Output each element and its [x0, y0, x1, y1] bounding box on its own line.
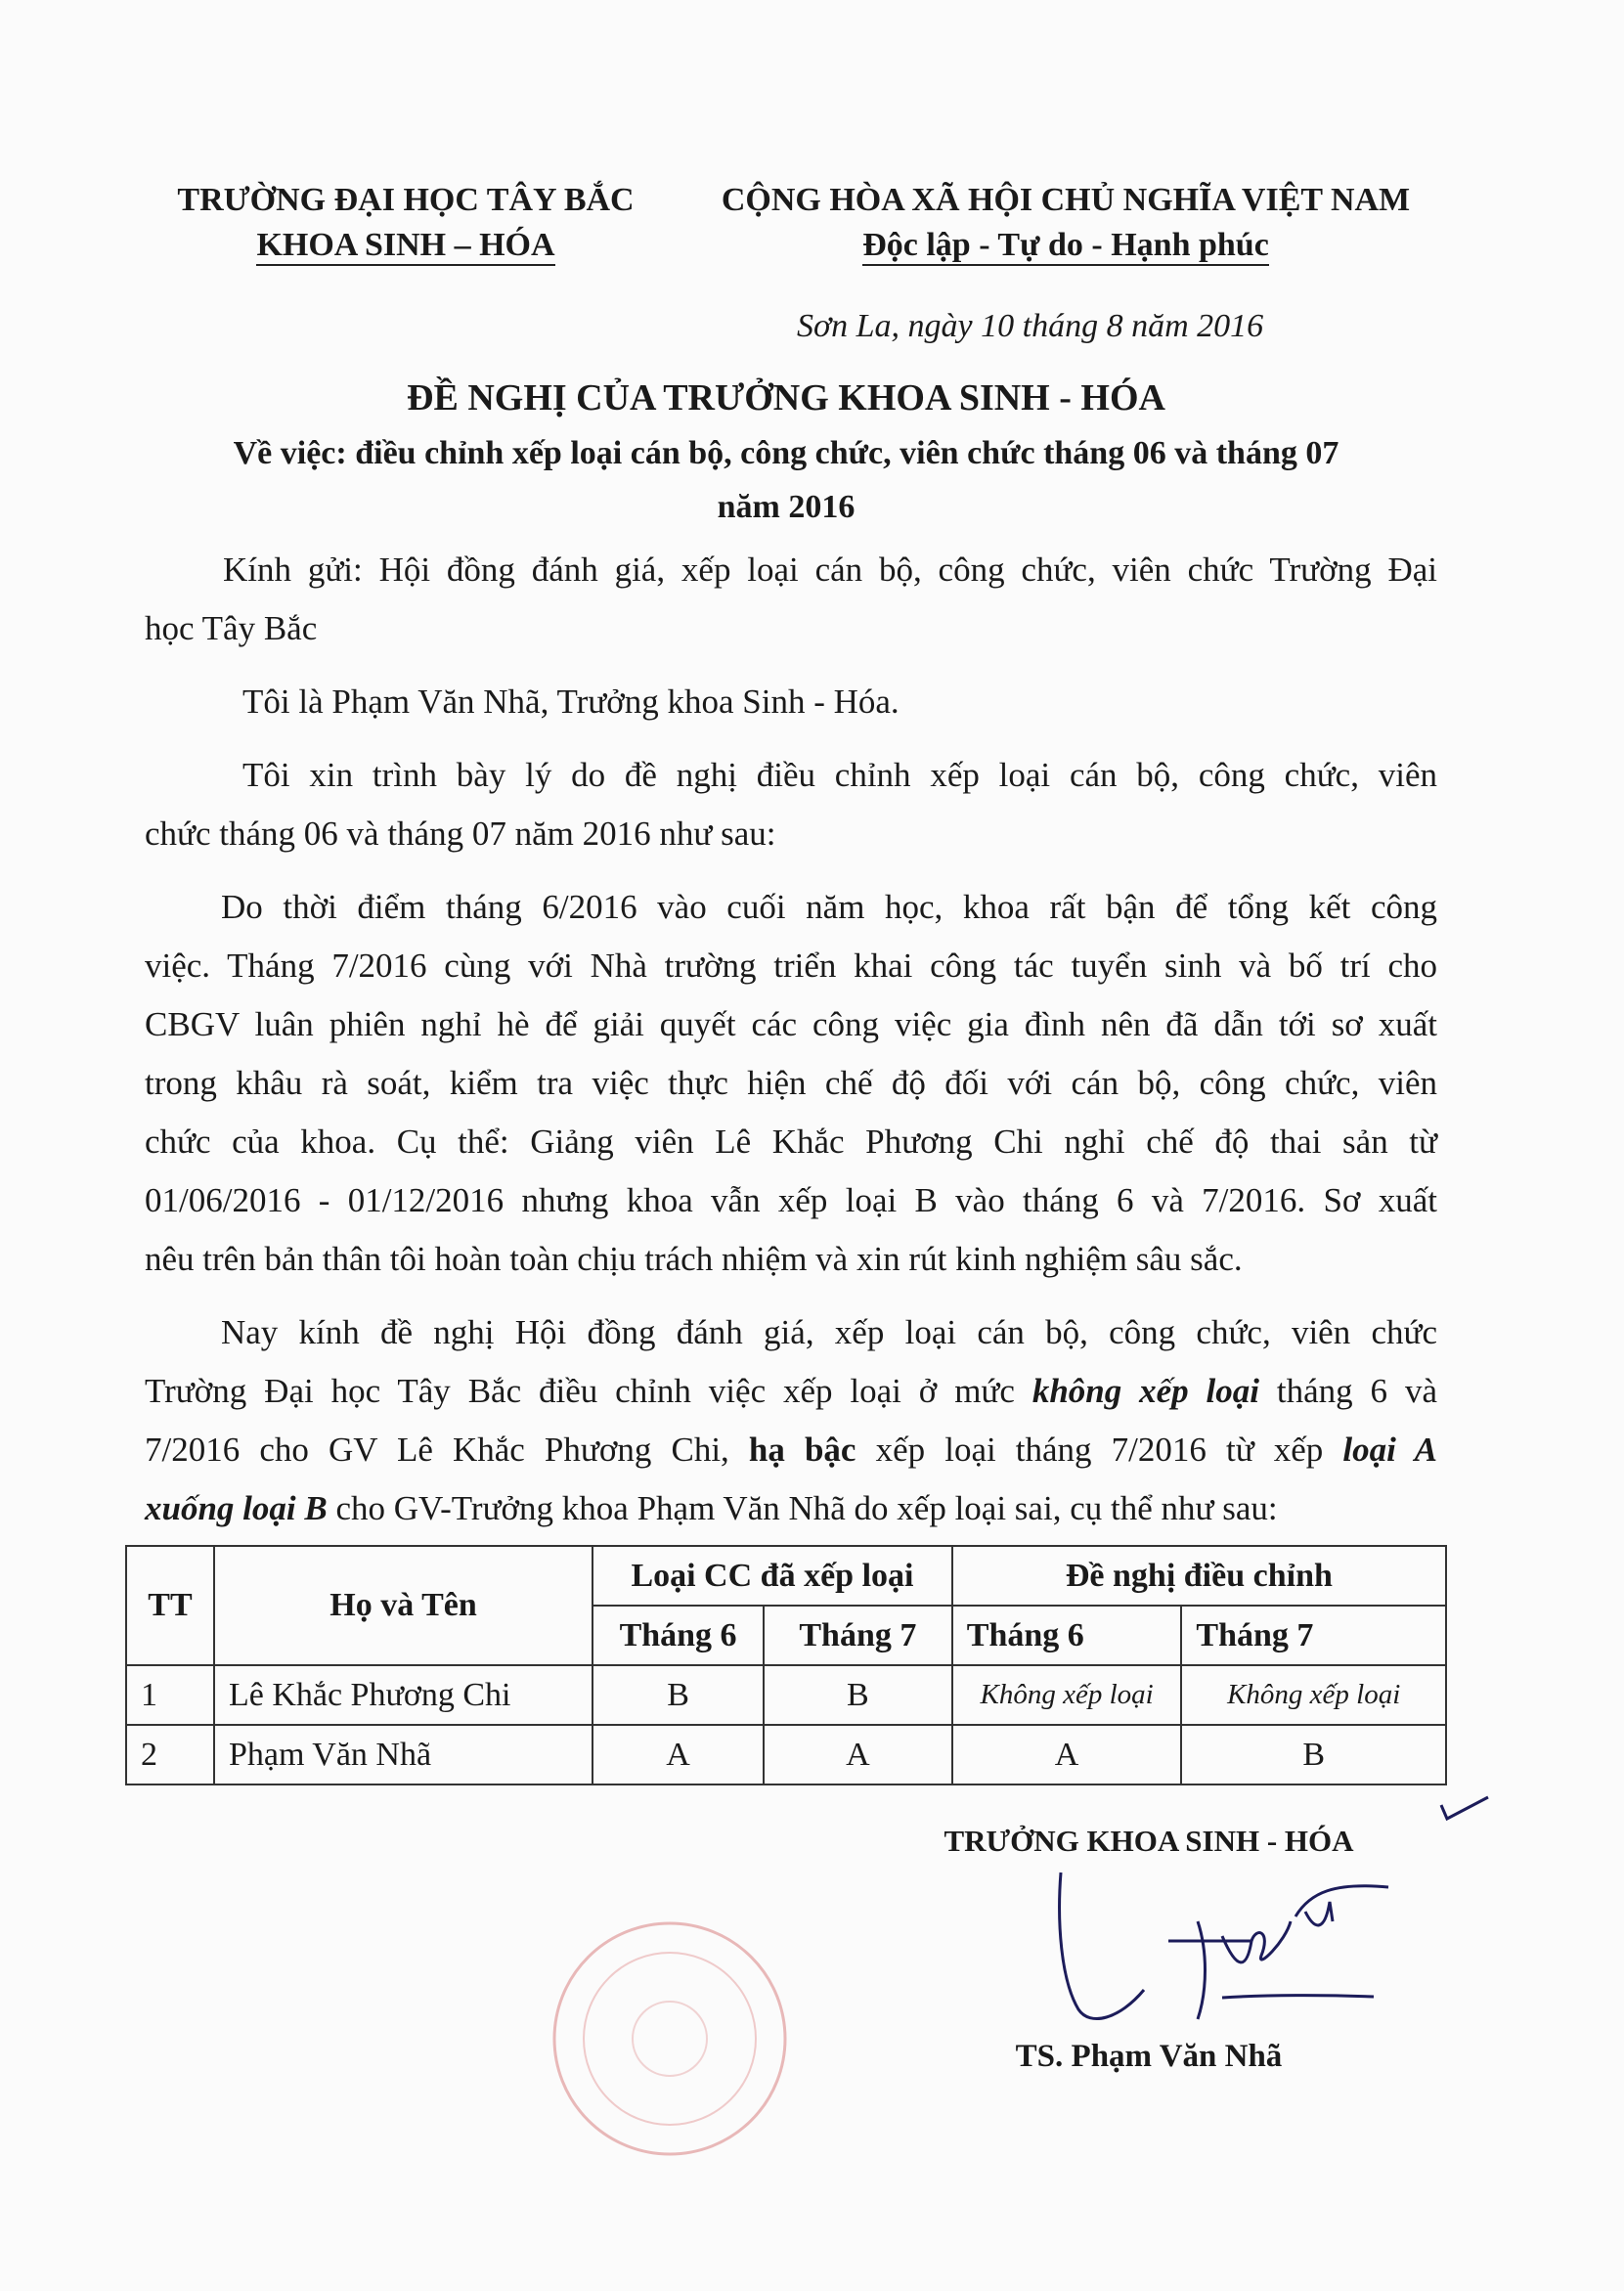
- table-row: [126, 1725, 1446, 1784]
- body-line-3: CBGV luân phiên nghỉ hè để giải quyết các công việc gia đình nên đã dẫn tới sơ xuất: [145, 1005, 1437, 1043]
- cell-current-month-6: B: [593, 1665, 764, 1725]
- request-line-2-a: Trường Đại học Tây Bắc điều chỉnh việc xếp loại ở mức: [145, 1372, 1032, 1410]
- cell-proposed-month-7: B: [1181, 1725, 1446, 1784]
- recipient-line-2: học Tây Bắc: [145, 609, 318, 647]
- header-name: Họ và Tên: [214, 1546, 593, 1665]
- cell-tt: 1: [126, 1665, 214, 1725]
- header-month-7-current: Tháng 7: [764, 1606, 952, 1665]
- cell-tt: 2: [126, 1725, 214, 1784]
- faculty-name-text: KHOA SINH – HÓA: [256, 227, 554, 266]
- national-motto: [684, 227, 1447, 264]
- request-line-3: [145, 1421, 1437, 1479]
- request-line-3-a: 7/2016 cho GV Lê Khắc Phương Chi,: [145, 1431, 749, 1469]
- body-line-5: chức của khoa. Cụ thể: Giảng viên Lê Khắc Phương Chi nghỉ chế độ thai sản từ: [145, 1123, 1437, 1161]
- recipient-line-1: Kính gửi: Hội đồng đánh giá, xếp loại cán bộ, công chức, viên chức Trường Đại: [223, 551, 1437, 589]
- subject-line-2: năm 2016: [717, 489, 856, 525]
- subject-line-1: Về việc: điều chỉnh xếp loại cán bộ, công chức, viên chức tháng 06 và tháng 07: [233, 435, 1339, 471]
- signer-title: TRƯỞNG KHOA SINH - HÓA: [944, 1824, 1354, 1858]
- request-line-4: [145, 1479, 1437, 1538]
- request-line-1: Nay kính đề nghị Hội đồng đánh giá, xếp loại cán bộ, công chức, viên chức: [221, 1313, 1437, 1351]
- handwritten-signature: [1051, 1863, 1403, 2039]
- request-line-2-b: tháng 6 và: [1259, 1372, 1437, 1410]
- national-title: CỘNG HÒA XÃ HỘI CHỦ NGHĨA VIỆT NAM: [721, 182, 1411, 218]
- intro-paragraph: Tôi là Phạm Văn Nhã, Trưởng khoa Sinh - Hóa.: [242, 683, 900, 721]
- signer-name: TS. Phạm Văn Nhã: [1015, 2039, 1283, 2074]
- body-line-4: trong khâu rà soát, kiểm tra việc thực hiện chế độ đối với cán bộ, công chức, viên: [145, 1064, 1437, 1102]
- cell-name: Lê Khắc Phương Chi: [214, 1665, 593, 1725]
- body-line-7: nêu trên bản thân tôi hoàn toàn chịu trách nhiệm và xin rút kinh nghiệm sâu sắc.: [145, 1240, 1243, 1278]
- official-seal: [548, 1917, 792, 2161]
- request-line-3-bold: hạ bậc: [748, 1431, 856, 1469]
- request-line-4-emphasis: xuống loại B: [145, 1489, 328, 1527]
- grading-table: [125, 1545, 1447, 1785]
- place-date: Sơn La, ngày 10 tháng 8 năm 2016: [797, 308, 1264, 344]
- header-month-6-proposed: Tháng 6: [952, 1606, 1182, 1665]
- university-name: TRƯỜNG ĐẠI HỌC TÂY BẮC: [177, 182, 635, 218]
- header-proposed-grade: Đề nghị điều chỉnh: [952, 1546, 1446, 1606]
- table-header-row: [126, 1546, 1446, 1606]
- cell-name: Phạm Văn Nhã: [214, 1725, 593, 1784]
- check-mark: [1437, 1791, 1496, 1830]
- header-current-grade: Loại CC đã xếp loại: [593, 1546, 952, 1606]
- reason-line-2: chức tháng 06 và tháng 07 năm 2016 như sau:: [145, 815, 776, 853]
- faculty-name: [147, 227, 665, 264]
- header-month-7-proposed: Tháng 7: [1181, 1606, 1446, 1665]
- cell-proposed-month-6: A: [952, 1725, 1182, 1784]
- header-month-6-current: Tháng 6: [593, 1606, 764, 1665]
- reason-line-1: Tôi xin trình bày lý do đề nghị điều chỉnh xếp loại cán bộ, công chức, viên: [242, 756, 1437, 794]
- body-line-2: việc. Tháng 7/2016 cùng với Nhà trường triển khai công tác tuyển sinh và bố trí cho: [145, 947, 1437, 985]
- cell-current-month-7: A: [764, 1725, 952, 1784]
- request-line-3-emphasis: loại A: [1342, 1431, 1438, 1469]
- cell-proposed-month-7: Không xếp loại: [1181, 1665, 1446, 1725]
- national-motto-text: Độc lập - Tự do - Hạnh phúc: [862, 227, 1269, 266]
- body-line-1: Do thời điểm tháng 6/2016 vào cuối năm học, khoa rất bận để tổng kết công: [221, 888, 1437, 926]
- cell-current-month-6: A: [593, 1725, 764, 1784]
- request-line-2: [145, 1362, 1437, 1421]
- table-row: [126, 1665, 1446, 1725]
- request-line-2-emphasis: không xếp loại: [1031, 1372, 1260, 1410]
- document-title: ĐỀ NGHỊ CỦA TRƯỞNG KHOA SINH - HÓA: [407, 377, 1165, 419]
- request-line-3-b: xếp loại tháng 7/2016 từ xếp: [856, 1431, 1343, 1469]
- header-tt: TT: [126, 1546, 214, 1665]
- cell-proposed-month-6: Không xếp loại: [952, 1665, 1182, 1725]
- cell-current-month-7: B: [764, 1665, 952, 1725]
- body-line-6: 01/06/2016 - 01/12/2016 nhưng khoa vẫn xếp loại B vào tháng 6 và 7/2016. Sơ xuất: [145, 1181, 1437, 1219]
- request-line-4-a: cho GV-Trưởng khoa Phạm Văn Nhã do xếp loại sai, cụ thể như sau:: [327, 1489, 1278, 1527]
